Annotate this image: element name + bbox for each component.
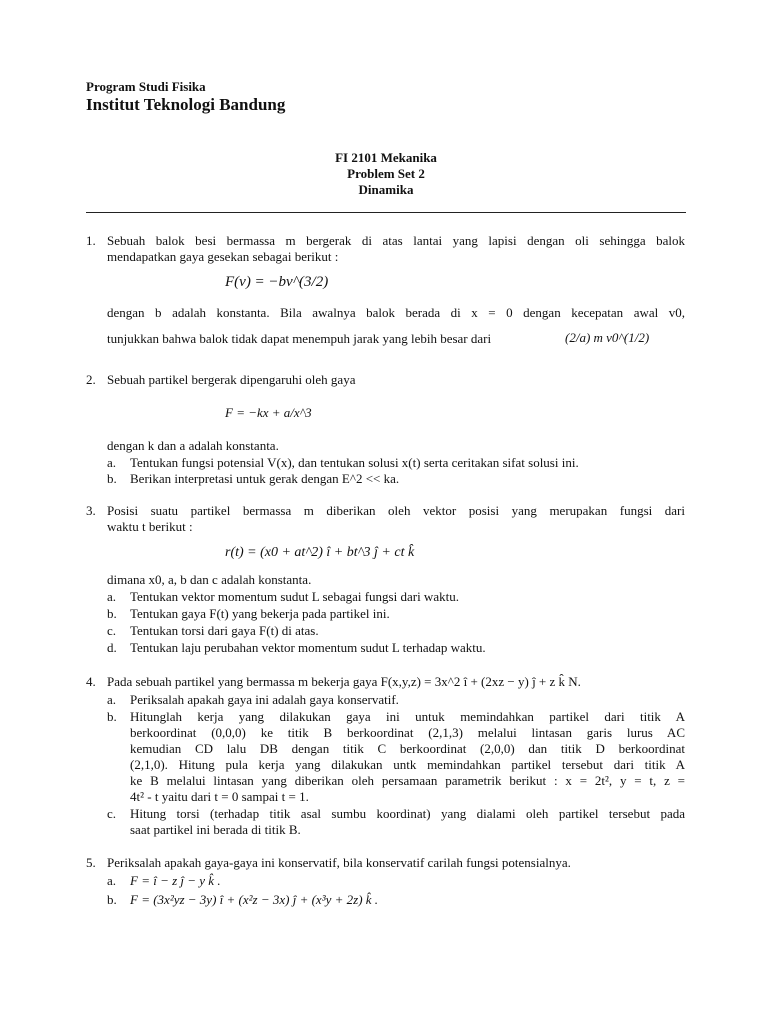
problem-3-c-label: c. (107, 623, 117, 638)
problem-5-b-text: F = (3x²yz − 3y) î + (x²z − 3x) ĵ + (x³y + 2z) k̂ . (130, 892, 379, 907)
problem-2-a-label: a. (107, 455, 117, 470)
problem-1-line-3: dengan b adalah konstanta. Bila awalnya balok berada di x = 0 dengan kecepatan awal v0, (107, 305, 685, 320)
institute-name: Institut Teknologi Bandung (86, 95, 286, 114)
problem-4-a-text: Periksalah apakah gaya ini adalah gaya konservatif. (130, 692, 399, 707)
problem-1-expression: (2/a) m v0^(1/2) (565, 330, 650, 345)
problem-4-c-line-2: saat partikel ini berada di titik B. (130, 822, 301, 837)
problem-5-a-label: a. (107, 873, 117, 888)
problem-3-d-text: Tentukan laju perubahan vektor momentum sudut L terhadap waktu. (130, 640, 486, 655)
problem-3-number: 3. (86, 503, 96, 518)
course-title: FI 2101 Mekanika (335, 150, 437, 165)
problem-2-b-text: Berikan interpretasi untuk gerak dengan E^2 << ka. (130, 471, 400, 486)
problem-3-line-1: Posisi suatu partikel bermassa m diberikan oleh vektor posisi yang merupakan fungsi dari (107, 503, 685, 518)
problem-4-b-line-5: ke B melalui lintasan yang diberikan oleh persamaan parametrik berikut : x = 2t², y = t, z = (130, 773, 685, 788)
problem-3-line-3: dimana x0, a, b dan c adalah konstanta. (107, 572, 312, 587)
problem-4-b-line-3: kemudian CD lalu DB dengan titik C berkoordinat (2,0,0) dan titik D berkoordinat (130, 741, 685, 756)
problem-3-b-text: Tentukan gaya F(t) yang bekerja pada partikel ini. (130, 606, 390, 621)
problem-5-line-1: Periksalah apakah gaya-gaya ini konservatif, bila konservatif carilah fungsi potensialnya. (107, 855, 571, 870)
problem-4-c-line-1: Hitung torsi (terhadap titik asal sumbu koordinat) yang dialami oleh partikel tersebut pada (130, 806, 685, 821)
problem-set-title: Problem Set 2 (347, 166, 425, 181)
problem-2-number: 2. (86, 372, 96, 387)
problem-2-a-text: Tentukan fungsi potensial V(x), dan tentukan solusi x(t) serta ceritakan sifat solusi ini. (130, 455, 579, 470)
problem-4-number: 4. (86, 674, 96, 689)
problem-4-b-line-4: (2,1,0). Hitung pula kerja yang dilakukan untk memindahkan partikel tersebut dari titik A (130, 757, 685, 772)
problem-4-b-line-2: berkoordinat (0,0,0) ke titik B berkoordinat (2,1,3) melalui lintasan garis lurus AC (130, 725, 685, 740)
problem-2-formula: F = −kx + a/x^3 (225, 405, 312, 420)
problem-3-d-label: d. (107, 640, 117, 655)
problem-3-c-text: Tentukan torsi dari gaya F(t) di atas. (130, 623, 319, 638)
problem-5-number: 5. (86, 855, 96, 870)
problem-4-b-label: b. (107, 709, 117, 724)
problem-3-a-text: Tentukan vektor momentum sudut L sebagai fungsi dari waktu. (130, 589, 459, 604)
problem-4-line-1: Pada sebuah partikel yang bermassa m bekerja gaya F(x,y,z) = 3x^2 î + (2xz − y) ĵ + z k̂ N. (107, 674, 581, 689)
problem-3-formula: r(t) = (x0 + at^2) î + bt^3 ĵ + ct k̂ (225, 545, 415, 560)
problem-3-a-label: a. (107, 589, 117, 604)
problem-3-b-label: b. (107, 606, 117, 621)
problem-2-b-label: b. (107, 471, 117, 486)
problem-5-a-text: F = î − z ĵ − y k̂ . (130, 873, 221, 888)
problem-4-b-line-1: Hitunglah kerja yang dilakukan gaya ini untuk memindahkan partikel dari titik A (130, 709, 685, 724)
program-name: Program Studi Fisika (86, 79, 206, 94)
problem-2-line-1: Sebuah partikel bergerak dipengaruhi oleh gaya (107, 372, 356, 387)
header-divider (86, 212, 686, 213)
problem-1-number: 1. (86, 233, 96, 248)
problem-3-line-2: waktu t berikut : (107, 519, 193, 534)
problem-4-b-line-6: 4t² - t yaitu dari t = 0 sampai t = 1. (130, 789, 309, 804)
problem-1-line-2: mendapatkan gaya gesekan sebagai berikut : (107, 249, 339, 264)
problem-5-b-label: b. (107, 892, 117, 907)
problem-4-a-label: a. (107, 692, 117, 707)
problem-4-c-label: c. (107, 806, 117, 821)
problem-1-formula: F(v) = −bv^(3/2) (225, 274, 329, 290)
problem-2-line-2: dengan k dan a adalah konstanta. (107, 438, 279, 453)
problem-1-line-1: Sebuah balok besi bermassa m bergerak di atas lantai yang lapisi dengan oli sehingga balok (107, 233, 685, 248)
topic-title: Dinamika (358, 182, 414, 197)
problem-1-line-4: tunjukkan bahwa balok tidak dapat menempuh jarak yang lebih besar dari (107, 331, 492, 346)
